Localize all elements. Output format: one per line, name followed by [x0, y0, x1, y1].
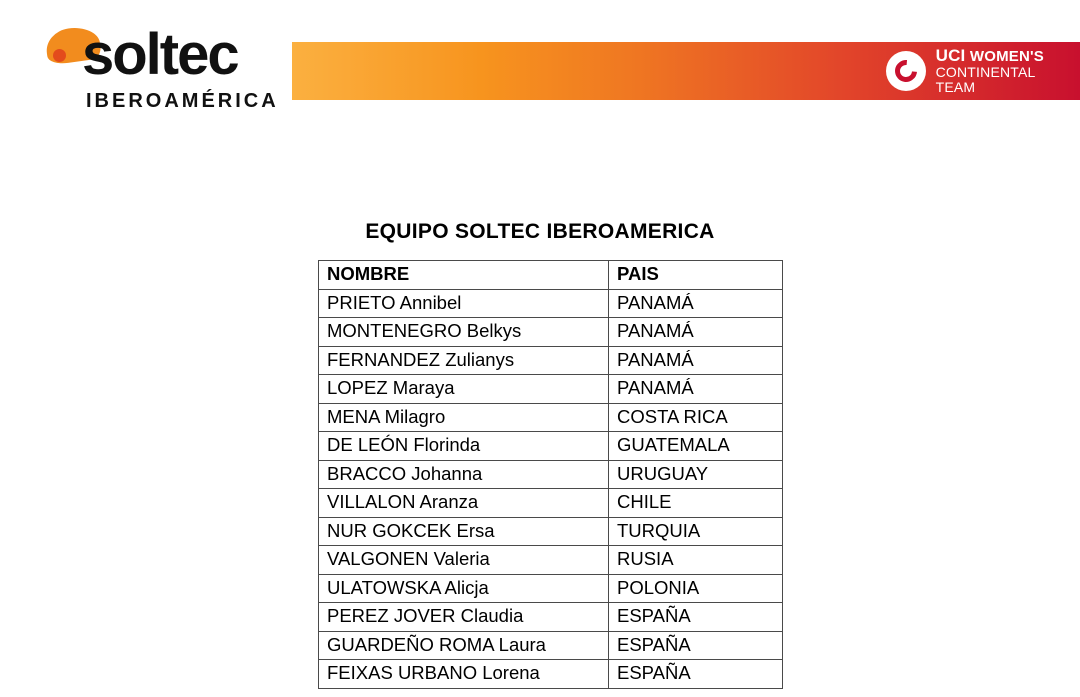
page-title: EQUIPO SOLTEC IBEROAMERICA	[365, 220, 715, 243]
uci-acronym: UCI	[935, 46, 966, 65]
rider-country: URUGUAY	[609, 460, 783, 489]
rider-name: PRIETO Annibel	[319, 289, 609, 318]
table-row	[319, 403, 783, 432]
rider-name: NUR GOKCEK Ersa	[319, 517, 609, 546]
brand-name: soltec	[82, 22, 238, 87]
rider-name: DE LEÓN Florinda	[319, 432, 609, 461]
rider-name: BRACCO Johanna	[319, 460, 609, 489]
rider-name: GUARDEÑO ROMA Laura	[319, 631, 609, 660]
table-row	[319, 346, 783, 375]
rider-country: CHILE	[609, 489, 783, 518]
table-row	[319, 432, 783, 461]
rider-country: PANAMÁ	[609, 289, 783, 318]
table-row	[319, 289, 783, 318]
rider-country: ESPAÑA	[609, 603, 783, 632]
rider-name: VALGONEN Valeria	[319, 546, 609, 575]
rider-country: POLONIA	[609, 574, 783, 603]
uci-continental-label: CONTINENTAL	[935, 64, 1036, 81]
rider-country: GUATEMALA	[609, 432, 783, 461]
rider-country: ESPAÑA	[609, 631, 783, 660]
roster-table	[318, 260, 783, 689]
roster-table-container	[318, 260, 782, 689]
uci-swirl-logo-icon	[886, 51, 926, 91]
table-row	[319, 631, 783, 660]
table-header-row	[319, 261, 783, 290]
rider-country: TURQUIA	[609, 517, 783, 546]
rider-country: PANAMÁ	[609, 346, 783, 375]
rider-country: RUSIA	[609, 546, 783, 575]
rider-name: VILLALON Aranza	[319, 489, 609, 518]
table-row	[319, 546, 783, 575]
table-row	[319, 460, 783, 489]
uci-womens-label: WOMEN'S	[969, 48, 1044, 65]
rider-name: MENA Milagro	[319, 403, 609, 432]
brand-subtitle: IBEROAMÉRICA	[86, 90, 279, 112]
uci-text-block	[936, 47, 1044, 95]
rider-country: PANAMÁ	[609, 375, 783, 404]
table-row	[319, 574, 783, 603]
soltec-logo	[40, 22, 280, 116]
table-row	[319, 318, 783, 347]
rider-country: ESPAÑA	[609, 660, 783, 689]
table-row	[319, 489, 783, 518]
column-header-nombre: NOMBRE	[319, 261, 609, 290]
table-row	[319, 660, 783, 689]
rider-name: MONTENEGRO Belkys	[319, 318, 609, 347]
uci-team-label: TEAM	[935, 78, 976, 95]
rider-country: PANAMÁ	[609, 318, 783, 347]
rider-name: LOPEZ Maraya	[319, 375, 609, 404]
column-header-pais: PAIS	[609, 261, 783, 290]
table-row	[319, 517, 783, 546]
rider-name: FERNANDEZ Zulianys	[319, 346, 609, 375]
rider-name: ULATOWSKA Alicja	[319, 574, 609, 603]
rider-name: PEREZ JOVER Claudia	[319, 603, 609, 632]
table-row	[319, 375, 783, 404]
uci-badge	[886, 47, 1044, 95]
table-row	[319, 603, 783, 632]
rider-country: COSTA RICA	[609, 403, 783, 432]
rider-name: FEIXAS URBANO Lorena	[319, 660, 609, 689]
page-header	[0, 0, 1080, 130]
